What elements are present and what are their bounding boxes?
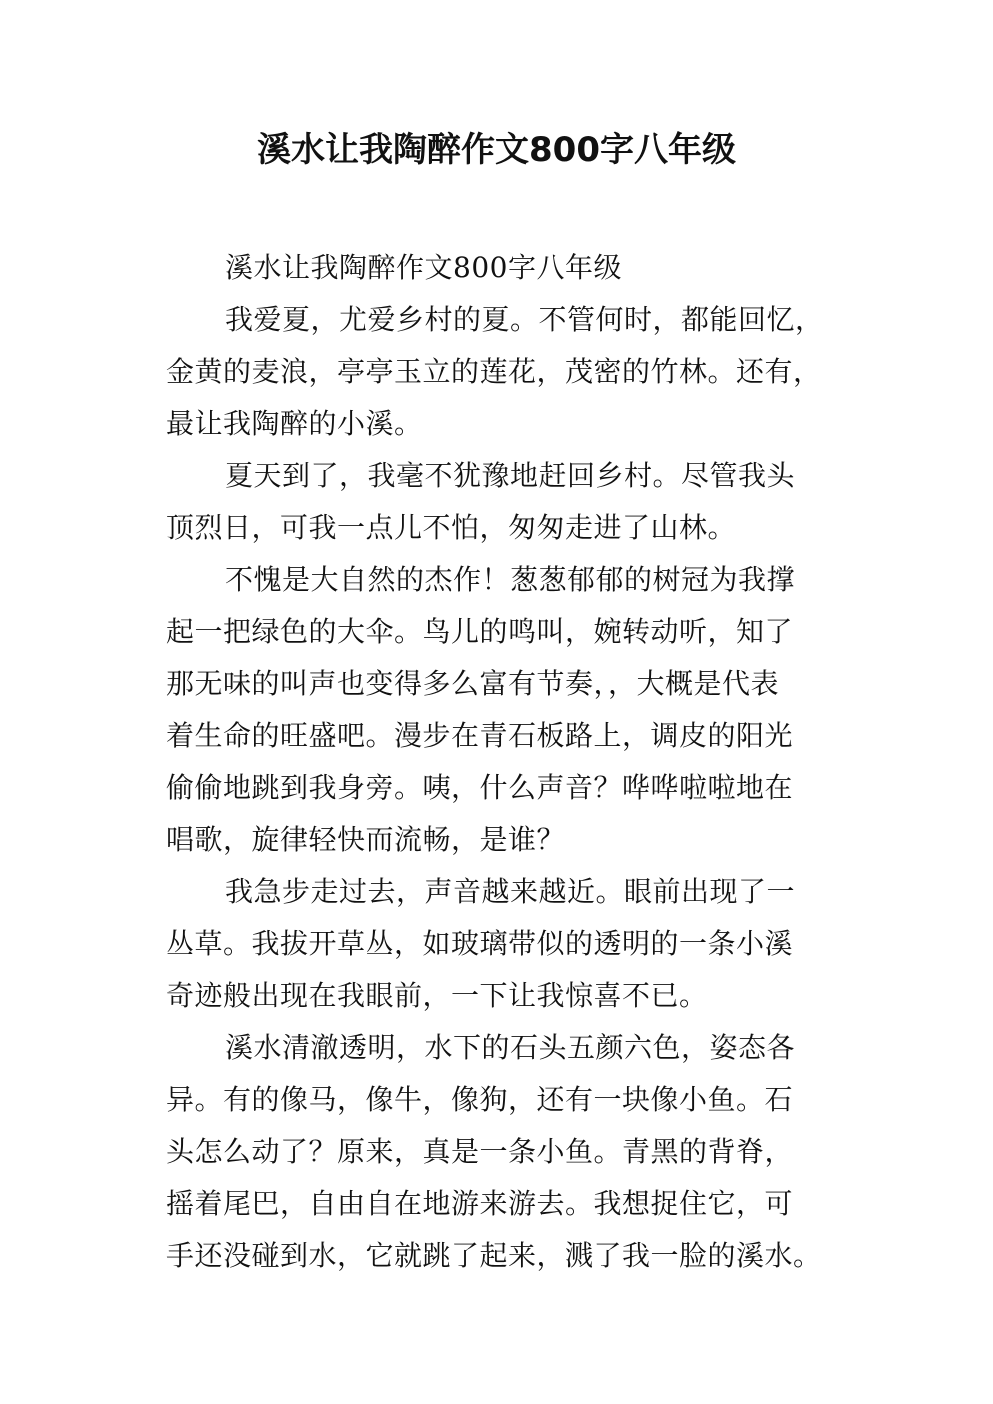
text-line: 最让我陶醉的小溪。 <box>166 407 423 440</box>
text-line: 头怎么动了？原来，真是一条小鱼。青黑的背脊， <box>166 1135 794 1168</box>
text-line: 唱歌，旋律轻快而流畅，是谁？ <box>166 823 566 856</box>
text-line: 不愧是大自然的杰作！葱葱郁郁的树冠为我撑 <box>225 563 796 596</box>
paragraph <box>166 554 866 866</box>
text-line: 异。有的像马，像牛，像狗，还有一块像小鱼。石 <box>166 1083 794 1116</box>
text-line: 溪水清澈透明，水下的石头五颜六色，姿态各 <box>225 1031 796 1064</box>
text-line: 着生命的旺盛吧。漫步在青石板路上，调皮的阳光 <box>166 719 794 752</box>
document-body <box>166 242 866 1282</box>
text-line: 顶烈日，可我一点儿不怕，匆匆走进了山林。 <box>166 511 737 544</box>
text-line: 我爱夏，尤爱乡村的夏。不管何时，都能回忆， <box>225 303 824 336</box>
text-line: 手还没碰到水，它就跳了起来，溅了我一脸的溪水。 <box>166 1239 822 1272</box>
text-line: 摇着尾巴，自由自在地游来游去。我想捉住它，可 <box>166 1187 794 1220</box>
subtitle-paragraph <box>166 242 866 294</box>
text-line: 丛草。我拔开草丛，如玻璃带似的透明的一条小溪 <box>166 927 794 960</box>
text-line: 金黄的麦浪，亭亭玉立的莲花，茂密的竹林。还有， <box>166 355 822 388</box>
paragraph <box>166 866 866 1022</box>
paragraph <box>166 450 866 554</box>
document-title: 溪水让我陶醉作文800字八年级 <box>257 130 736 170</box>
text-line: 夏天到了，我毫不犹豫地赶回乡村。尽管我头 <box>225 459 796 492</box>
text-line: 那无味的叫声也变得多么富有节奏，，大概是代表 <box>166 667 780 700</box>
text-line: 我急步走过去，声音越来越近。眼前出现了一 <box>225 875 796 908</box>
paragraph <box>166 1022 866 1282</box>
text-line: 溪水让我陶醉作文800字八年级 <box>225 251 622 284</box>
paragraph <box>166 294 866 450</box>
text-line: 起一把绿色的大伞。鸟儿的鸣叫，婉转动听，知了 <box>166 615 794 648</box>
text-line: 偷偷地跳到我身旁。咦，什么声音？哗哗啦啦地在 <box>166 771 794 804</box>
text-line: 奇迹般出现在我眼前，一下让我惊喜不已。 <box>166 979 708 1012</box>
